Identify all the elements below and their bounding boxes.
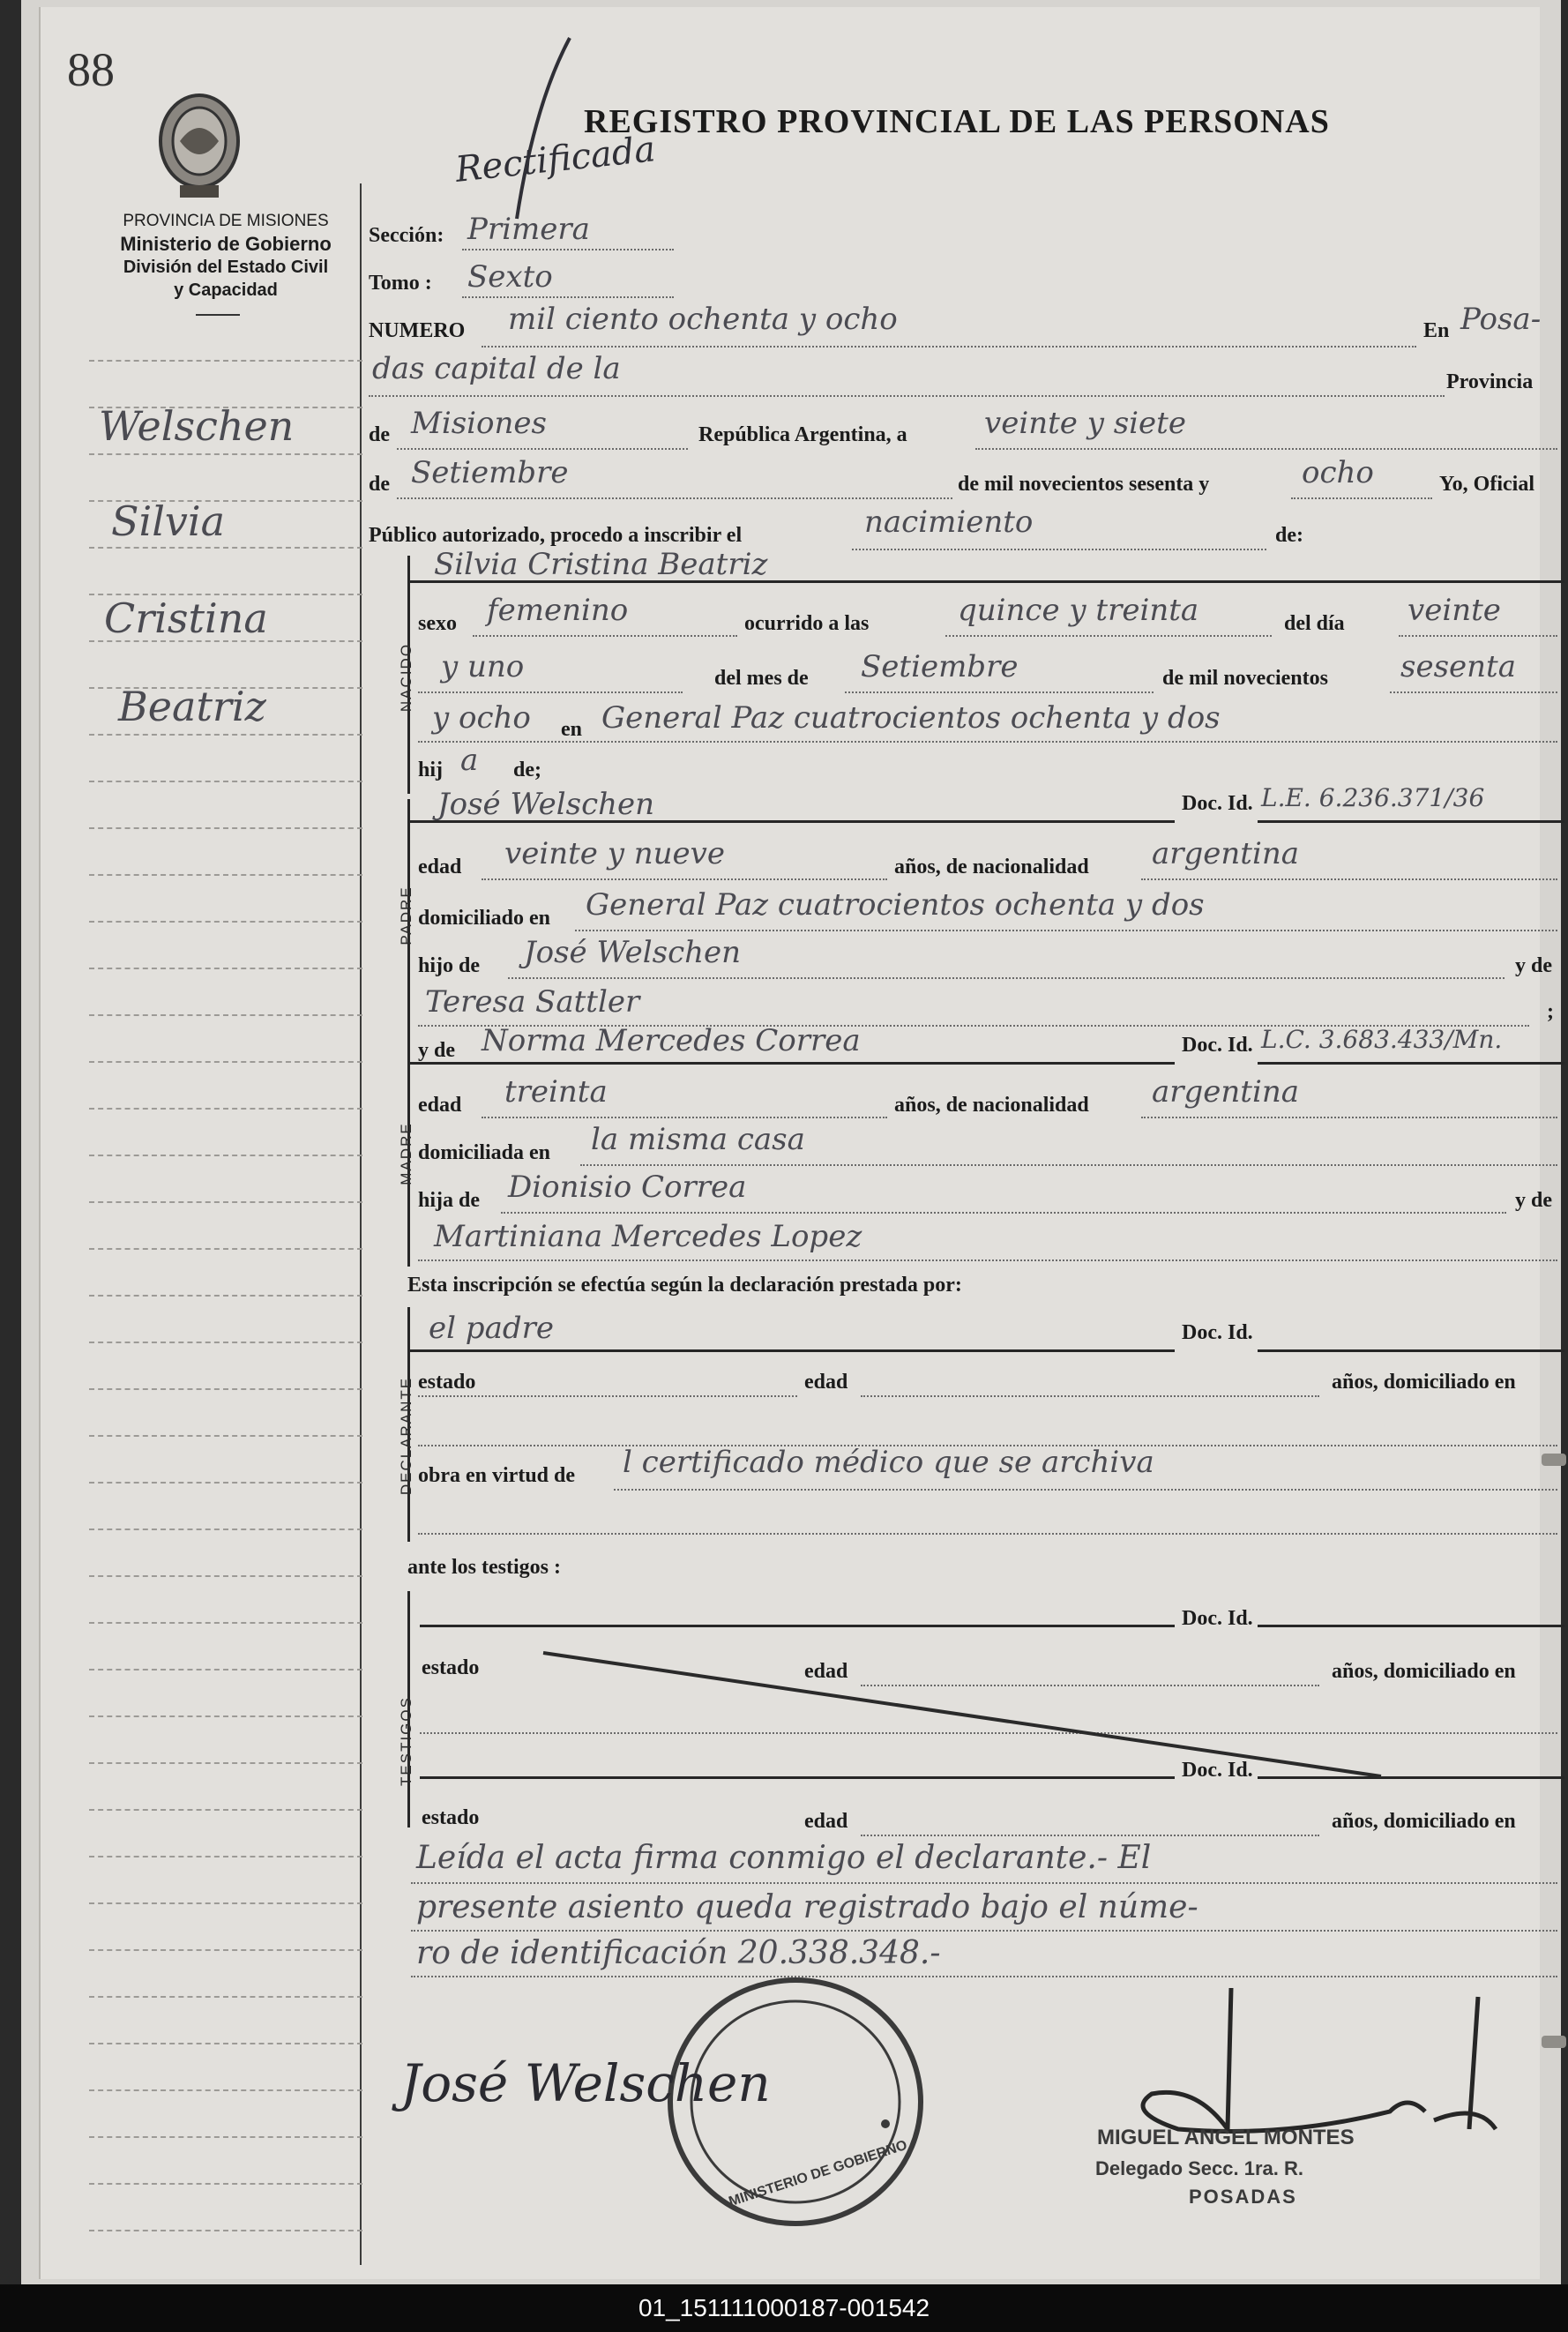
padre-semicolon: ; xyxy=(1547,1000,1554,1023)
seal-text: MINISTERIO DE GOBIERNO xyxy=(727,2137,909,2210)
margin-rule-line xyxy=(89,453,362,455)
madre-hija-label: hija de xyxy=(418,1189,481,1212)
page-number: 88 xyxy=(67,43,115,96)
margin-rule-line xyxy=(89,2183,362,2185)
margin-rule-line xyxy=(89,1669,362,1671)
official-name: MIGUEL ANGEL MONTES xyxy=(1097,2126,1355,2149)
binding-staple-1 xyxy=(1542,1454,1566,1466)
provincia-line xyxy=(397,448,688,450)
province-label: PROVINCIA DE MISIONES xyxy=(123,212,329,230)
anio-value-2: y ocho xyxy=(432,700,531,736)
declarante-edad-line xyxy=(861,1395,1319,1397)
declarante-estado-line xyxy=(418,1395,797,1397)
nacido-name: Silvia Cristina Beatriz xyxy=(434,547,768,582)
testigo1-estado-label: estado xyxy=(422,1656,480,1679)
testigos-strikethrough xyxy=(534,1644,1399,1785)
dia-value: veinte xyxy=(1407,593,1501,628)
padre-doc-line xyxy=(1258,820,1564,823)
margin-rule-line xyxy=(89,1622,362,1624)
de-label: de xyxy=(369,423,390,446)
margin-rule-line xyxy=(89,734,362,736)
margin-rule-line xyxy=(89,407,362,408)
year-label: de mil novecientos sesenta y xyxy=(958,473,1210,496)
city-value: das capital de la xyxy=(372,351,621,386)
de-label-2: de xyxy=(369,473,390,496)
sexo-value: femenino xyxy=(487,593,629,628)
declarante-obra-line xyxy=(614,1489,1557,1491)
declarante-doc-label: Doc. Id. xyxy=(1182,1321,1253,1344)
del-dia-label: del día xyxy=(1284,612,1345,635)
padre-edad-label: edad xyxy=(418,856,462,878)
ministry-label: Ministerio de Gobierno xyxy=(120,233,332,255)
margin-rule-line xyxy=(89,1435,362,1437)
publico-label: Público autorizado, procedo a inscribir el xyxy=(369,524,743,547)
margin-rule-line xyxy=(89,874,362,876)
ocurrido-label: ocurrido a las xyxy=(744,612,870,635)
page-title: REGISTRO PROVINCIAL DE LAS PERSONAS xyxy=(584,103,1330,140)
padre-hijo-label: hijo de xyxy=(418,954,481,977)
madre-name: Norma Mercedes Correa xyxy=(482,1023,861,1058)
madre-domicilio-line xyxy=(580,1164,1557,1166)
margin-rule-line xyxy=(89,1388,362,1390)
closing-line-3: ro de identificación 20.338.348.- xyxy=(416,1935,941,1971)
acto-line xyxy=(852,549,1266,550)
padre-section-label: PADRE xyxy=(398,886,414,946)
margin-rule-line xyxy=(89,2136,362,2138)
margin-rule-line xyxy=(89,921,362,923)
madre-madre-value: Martiniana Mercedes Lopez xyxy=(434,1219,862,1254)
closing-line-2: presente asiento queda registrado bajo el núme- xyxy=(416,1889,1198,1925)
madre-name-line xyxy=(407,1062,1175,1065)
madre-hija-line xyxy=(501,1212,1506,1214)
declarant-signature: José Welschen xyxy=(400,2053,771,2113)
margin-second-name: Cristina xyxy=(104,594,268,642)
republica-label: República Argentina, a xyxy=(698,423,907,446)
nacido-name-line xyxy=(407,580,1564,583)
declarante-estado-label: estado xyxy=(418,1371,476,1394)
day-line xyxy=(975,448,1557,450)
tomo-label: Tomo : xyxy=(369,272,432,295)
provincia-value: Misiones xyxy=(411,406,547,441)
testigo2-edad-label: edad xyxy=(804,1810,848,1833)
padre-nac-label: años, de nacionalidad xyxy=(894,856,1089,878)
testigo1-doc-label: Doc. Id. xyxy=(1182,1607,1253,1630)
madre-doc-value: L.C. 3.683.433/Mn. xyxy=(1261,1025,1503,1054)
declarante-doc-line xyxy=(1258,1349,1564,1352)
en-value: Posa- xyxy=(1460,302,1542,337)
margin-rule-line xyxy=(89,968,362,969)
margin-rule-line xyxy=(89,1762,362,1764)
margin-rule-line xyxy=(89,1809,362,1811)
madre-doc-line xyxy=(1258,1062,1564,1065)
tomo-line xyxy=(462,296,674,298)
madre-madre-line xyxy=(418,1259,1557,1261)
annotation-slash-icon xyxy=(482,34,587,228)
declarante-name: el padre xyxy=(429,1311,554,1346)
madre-nac-value: argentina xyxy=(1152,1074,1300,1110)
padre-edad-value: veinte y nueve xyxy=(504,836,725,871)
margin-rule-line xyxy=(89,2089,362,2091)
padre-edad-line xyxy=(482,878,887,880)
header-divider xyxy=(196,314,240,316)
padre-domicilio-value: General Paz cuatrocientos ochenta y dos xyxy=(586,887,1205,923)
lugar-line xyxy=(418,741,1557,743)
mes-value: Setiembre xyxy=(861,649,1019,684)
hora-value: quince y treinta xyxy=(958,593,1199,628)
month-line xyxy=(397,497,952,499)
margin-rule-line xyxy=(89,1996,362,1998)
margin-rule-line xyxy=(89,1902,362,1904)
testigo1-name-line xyxy=(420,1625,1175,1627)
margin-rule-line xyxy=(89,1715,362,1717)
margin-rule-line xyxy=(89,1856,362,1857)
madre-domicilio-value: la misma casa xyxy=(591,1122,805,1157)
dia2-line xyxy=(418,691,683,693)
numero-value: mil ciento ochenta y ocho xyxy=(508,302,898,337)
margin-rule-line xyxy=(89,1529,362,1530)
month-value: Setiembre xyxy=(411,455,569,490)
margin-surname: Welschen xyxy=(99,402,295,450)
anio-value: sesenta xyxy=(1400,649,1516,684)
margin-rule-line xyxy=(89,781,362,782)
closing-line-2-rule xyxy=(411,1930,1557,1932)
testigo2-doc-label: Doc. Id. xyxy=(1182,1759,1253,1782)
madre-nac-label: años, de nacionalidad xyxy=(894,1094,1089,1117)
en-label: En xyxy=(1423,319,1450,342)
padre-nac-value: argentina xyxy=(1152,836,1300,871)
closing-line-1-rule xyxy=(411,1882,1557,1884)
seccion-label: Sección: xyxy=(369,224,444,247)
city-line xyxy=(369,395,1445,397)
declarante-anios-label: años, domiciliado en xyxy=(1332,1371,1516,1394)
testigo1-doc-line xyxy=(1258,1625,1564,1627)
lugar-value: General Paz cuatrocientos ochenta y dos xyxy=(601,700,1221,736)
padre-hijo-value: José Welschen xyxy=(524,935,742,970)
margin-rule-line xyxy=(89,2230,362,2231)
margin-rule-line xyxy=(89,687,362,689)
year-value: ocho xyxy=(1302,455,1374,490)
seccion-value: Primera xyxy=(467,212,590,247)
document-sheet xyxy=(21,0,1561,2284)
hora-line xyxy=(945,635,1272,637)
madre-edad-label: edad xyxy=(418,1094,462,1117)
padre-name-line xyxy=(407,820,1175,823)
margin-rule-line xyxy=(89,1949,362,1951)
mes-line xyxy=(845,691,1154,693)
declarante-section-label: DECLARANTE xyxy=(398,1376,414,1496)
dia-value-2: y uno xyxy=(441,649,525,684)
padre-domicilio-line xyxy=(575,930,1557,931)
acto-value: nacimiento xyxy=(864,505,1034,540)
tomo-value: Sexto xyxy=(467,259,553,295)
numero-line xyxy=(482,346,1416,348)
mil-label: de mil novecientos xyxy=(1162,667,1328,690)
declarante-obra-value: l certificado médico que se archiva xyxy=(623,1445,1154,1480)
margin-rule-line xyxy=(89,827,362,829)
declarante-extra-line xyxy=(418,1533,1557,1535)
del-mes-label: del mes de xyxy=(714,667,809,690)
capacity-label: y Capacidad xyxy=(174,280,278,300)
margin-rule-line xyxy=(89,1061,362,1063)
hij-label: hij xyxy=(418,759,444,781)
testigo2-edad-line xyxy=(861,1835,1319,1836)
madre-hija-value: Dionisio Correa xyxy=(508,1170,747,1205)
coat-of-arms-icon xyxy=(153,88,245,203)
closing-line-3-rule xyxy=(411,1976,1557,1977)
document-page xyxy=(39,7,1554,2279)
seccion-line xyxy=(462,249,674,250)
madre-edad-line xyxy=(482,1117,887,1118)
madre-section-label: MADRE xyxy=(398,1122,414,1185)
declarante-obra-label: obra en virtud de xyxy=(418,1464,576,1487)
madre-doc-label: Doc. Id. xyxy=(1182,1034,1253,1057)
margin-rule-line xyxy=(89,1201,362,1203)
padre-madre-value: Teresa Sattler xyxy=(425,984,640,1020)
de-colon-label: de: xyxy=(1275,524,1303,547)
margin-rule-line xyxy=(89,1108,362,1110)
testigos-intro: ante los testigos : xyxy=(407,1556,561,1579)
dia-line xyxy=(1399,635,1557,637)
binding-staple-2 xyxy=(1542,2036,1566,2048)
nacido-section-label: NACIDO xyxy=(398,642,414,713)
margin-third-name: Beatriz xyxy=(118,683,266,730)
day-value: veinte y siete xyxy=(984,406,1186,441)
closing-line-1: Leída el acta firma conmigo el declarante.- El xyxy=(416,1840,1152,1876)
margin-rule-line xyxy=(89,500,362,502)
numero-label: NUMERO xyxy=(369,319,466,342)
margin-first-name: Silvia xyxy=(111,497,226,545)
rectificada-annotation: Rectificada xyxy=(453,129,658,191)
testigo1-anios-label: años, domiciliado en xyxy=(1332,1660,1516,1683)
yo-oficial-label: Yo, Oficial xyxy=(1439,473,1534,496)
padre-hijo-line xyxy=(508,977,1505,979)
declarante-name-line xyxy=(407,1349,1175,1352)
testigo2-estado-label: estado xyxy=(422,1806,480,1829)
anio-line xyxy=(1390,691,1557,693)
margin-rule-line xyxy=(89,1248,362,1250)
margin-rule xyxy=(360,183,362,2265)
sexo-line xyxy=(473,635,737,637)
madre-edad-value: treinta xyxy=(504,1074,608,1110)
provincia-label: Provincia xyxy=(1446,370,1534,393)
image-id-footer: 01_151111000187-001542 xyxy=(0,2284,1568,2332)
testigos-section-label: TESTIGOS xyxy=(398,1696,414,1786)
hij-de-label: de; xyxy=(513,759,541,781)
testigo2-anios-label: años, domiciliado en xyxy=(1332,1810,1516,1833)
margin-rule-line xyxy=(89,640,362,642)
padre-name: José Welschen xyxy=(437,787,655,822)
margin-rule-line xyxy=(89,1342,362,1343)
declarante-edad-label: edad xyxy=(804,1371,848,1394)
en-label-nacido: en xyxy=(561,718,582,741)
padre-domicilio-label: domiciliado en xyxy=(418,907,551,930)
margin-rule-line xyxy=(89,1575,362,1577)
padre-y-de-label: y de xyxy=(1515,954,1552,977)
hij-suffix: a xyxy=(460,743,479,778)
margin-rule-line xyxy=(89,1295,362,1297)
margin-rule-line xyxy=(89,1482,362,1484)
padre-nac-line xyxy=(1141,878,1557,880)
official-place: POSADAS xyxy=(1189,2186,1297,2208)
padre-doc-label: Doc. Id. xyxy=(1182,792,1253,815)
margin-rule-line xyxy=(89,1155,362,1156)
madre-y-de-label-2: y de xyxy=(1515,1189,1552,1212)
margin-rule-line xyxy=(89,360,362,362)
margin-rule-line xyxy=(89,1014,362,1016)
madre-domicilio-label: domiciliada en xyxy=(418,1141,551,1164)
division-label: División del Estado Civil xyxy=(123,258,329,277)
madre-nac-line xyxy=(1141,1117,1557,1118)
padre-doc-value: L.E. 6.236.371/36 xyxy=(1261,783,1485,812)
year-line xyxy=(1291,497,1432,499)
sexo-label: sexo xyxy=(418,612,457,635)
margin-rule-line xyxy=(89,547,362,549)
margin-rule-line xyxy=(89,2043,362,2044)
testigo1-edad-label: edad xyxy=(804,1660,848,1683)
declarante-intro: Esta inscripción se efectúa según la declaración prestada por: xyxy=(407,1274,962,1297)
margin-rule-line xyxy=(89,594,362,595)
madre-y-de-label: y de xyxy=(418,1039,455,1062)
official-title: Delegado Secc. 1ra. R. xyxy=(1095,2157,1303,2179)
